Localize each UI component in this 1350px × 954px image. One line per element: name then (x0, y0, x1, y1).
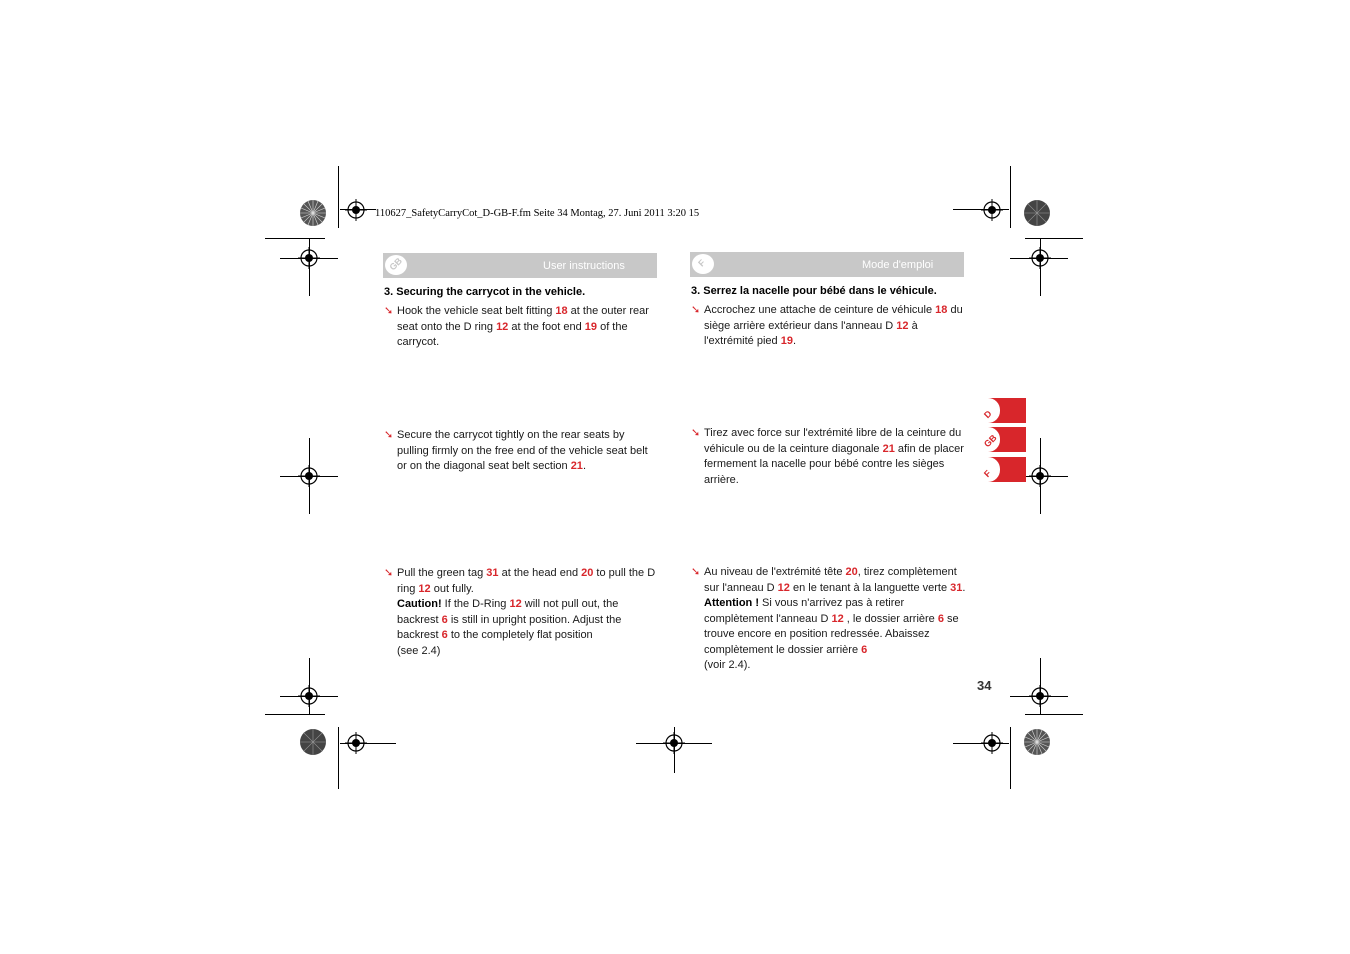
arrow-bullet-icon: ➘ (384, 429, 394, 441)
arrow-bullet-icon: ➘ (691, 566, 701, 578)
header-title: User instructions (543, 260, 625, 272)
side-tab-gb[interactable] (980, 427, 1026, 452)
crop-line (1025, 238, 1083, 239)
instruction-paragraph: ➘ Accrochez une attache de ceinture de véhicule 18 du siège arrière extérieur dans l'anneau D 12 à l'extrémité pied 19. (691, 304, 963, 347)
left-header-bar (383, 253, 657, 278)
attention-label: Attention ! (704, 597, 759, 609)
crop-line (265, 714, 325, 715)
registration-mark-icon (981, 732, 1003, 754)
arrow-bullet-icon: ➘ (384, 567, 394, 579)
lang-code: GB (387, 255, 405, 273)
crop-line (1010, 166, 1011, 228)
arrow-bullet-icon: ➘ (691, 427, 701, 439)
instruction-paragraph: ➘ Pull the green tag 31 at the head end 20 to pull the D ring 12 out fully. Caution! If the D-Ring 12 will not pull out, the backrest 6 is still in upright position. Adjust the backrest 6 to the completely flat position (see 2.4) (384, 567, 656, 657)
instruction-paragraph: ➘ Tirez avec force sur l'extrémité libre de la ceinture du véhicule ou de la ceinture diagonale 21 afin de placer fermement la nacelle pour bébé contre les sièges arrière. (691, 427, 964, 486)
starburst-mark-icon (299, 728, 327, 756)
starburst-mark-icon (1023, 199, 1051, 227)
crop-line (1025, 714, 1083, 715)
registration-mark-icon (345, 199, 367, 221)
instruction-paragraph: ➘ Hook the vehicle seat belt fitting 18 at the outer rear seat onto the D ring 12 at the foot end 19 of the carrycot. (384, 305, 649, 348)
registration-mark-icon (663, 732, 685, 754)
caution-label: Caution! (397, 598, 442, 610)
tab-label: F (981, 468, 993, 480)
crop-line (338, 727, 339, 789)
registration-mark-icon (981, 199, 1003, 221)
tab-label: D (981, 408, 994, 421)
instruction-paragraph: ➘ Au niveau de l'extrémité tête 20, tirez complètement sur l'anneau D 12 en le tenant à la languette verte 31. Attention ! Si vous n'arrivez pas à retirer complètement l'anneau D 12 , le dossier arrière 6 se trouve encore en position redressée. Abaissez complètement le dossier arrière 6 (voir 2.4). (691, 566, 966, 671)
file-info: 110627_SafetyCarryCot_D-GB-F.fm Seite 34 Montag, 27. Juni 2011 3:20 15 (375, 208, 700, 219)
crop-line (1010, 727, 1011, 789)
lang-code: F (696, 257, 708, 269)
tab-label: GB (981, 432, 999, 450)
header-title: Mode d'emploi (862, 259, 934, 271)
registration-mark-icon (345, 732, 367, 754)
registration-mark-icon (298, 465, 320, 487)
instruction-paragraph: ➘ Secure the carrycot tightly on the rear seats by pulling firmly on the free end of the vehicle seat belt or on the diagonal seat belt section 21. (384, 429, 648, 472)
registration-mark-icon (298, 685, 320, 707)
side-tab-d[interactable] (980, 398, 1026, 423)
registration-mark-icon (1029, 247, 1051, 269)
crop-line (265, 238, 325, 239)
starburst-mark-icon (299, 199, 327, 227)
side-tab-f[interactable] (980, 457, 1026, 482)
starburst-mark-icon (1023, 728, 1051, 756)
crop-line (338, 166, 339, 228)
registration-mark-icon (1029, 465, 1051, 487)
section-heading: 3. Securing the carrycot in the vehicle. (384, 286, 586, 298)
arrow-bullet-icon: ➘ (384, 305, 394, 317)
registration-mark-icon (1029, 685, 1051, 707)
right-header-bar (690, 252, 964, 277)
section-heading: 3. Serrez la nacelle pour bébé dans le véhicule. (691, 285, 937, 297)
arrow-bullet-icon: ➘ (691, 304, 701, 316)
page-number: 34 (977, 678, 992, 693)
registration-mark-icon (298, 247, 320, 269)
